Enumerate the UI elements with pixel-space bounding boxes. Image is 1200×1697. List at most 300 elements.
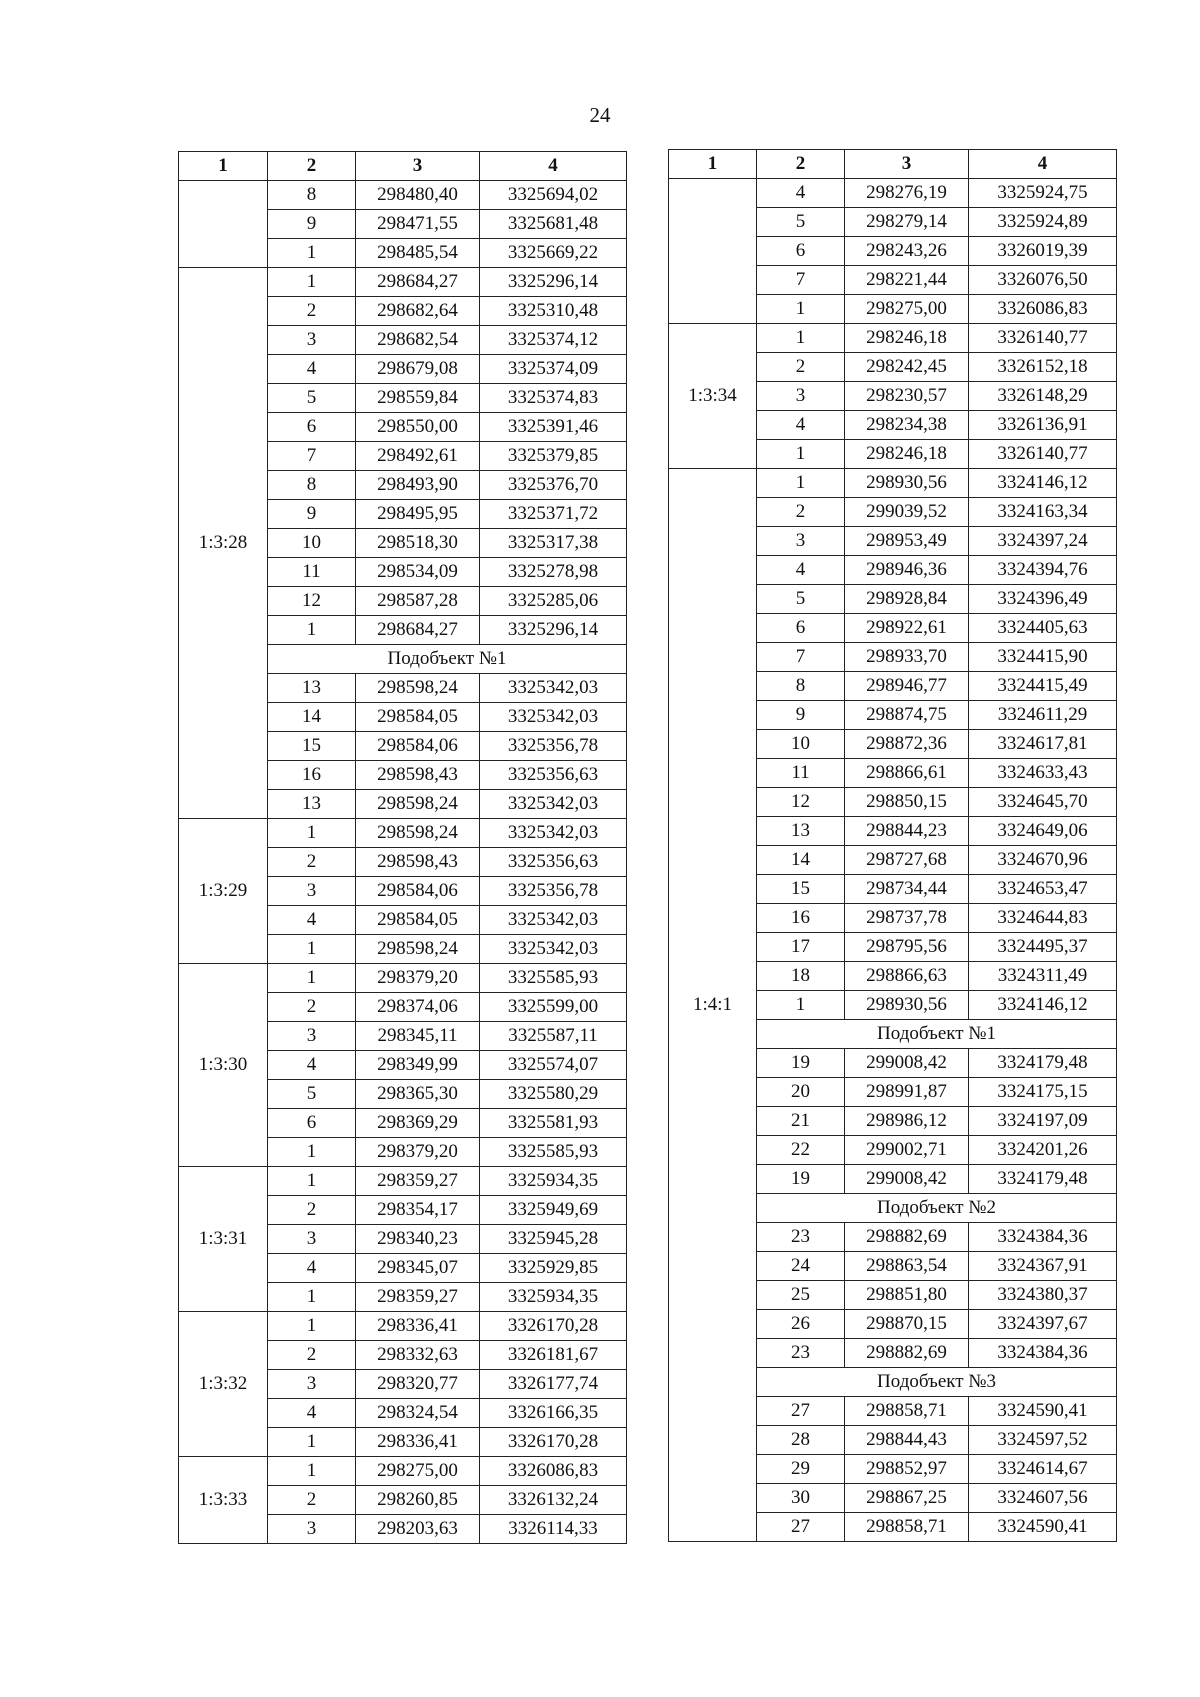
y-coordinate-cell: 3324614,67	[969, 1455, 1117, 1484]
x-coordinate-cell: 298727,68	[845, 846, 969, 875]
x-coordinate-cell: 298863,54	[845, 1252, 969, 1281]
y-coordinate-cell: 3324649,06	[969, 817, 1117, 846]
object-id-cell: 1:3:29	[179, 819, 268, 964]
point-number-cell: 16	[268, 761, 356, 790]
point-number-cell: 22	[757, 1136, 845, 1165]
y-coordinate-cell: 3325924,75	[969, 179, 1117, 208]
point-number-cell: 1	[757, 440, 845, 469]
object-id-cell: 1:3:30	[179, 964, 268, 1167]
y-coordinate-cell: 3326170,28	[480, 1312, 627, 1341]
x-coordinate-cell: 298369,29	[356, 1109, 480, 1138]
point-number-cell: 27	[757, 1513, 845, 1542]
point-number-cell: 3	[757, 382, 845, 411]
x-coordinate-cell: 298230,57	[845, 382, 969, 411]
point-number-cell: 1	[268, 935, 356, 964]
x-coordinate-cell: 298851,80	[845, 1281, 969, 1310]
y-coordinate-cell: 3325574,07	[480, 1051, 627, 1080]
x-coordinate-cell: 298584,05	[356, 703, 480, 732]
y-coordinate-cell: 3325681,48	[480, 210, 627, 239]
y-coordinate-cell: 3325342,03	[480, 906, 627, 935]
point-number-cell: 29	[757, 1455, 845, 1484]
y-coordinate-cell: 3324146,12	[969, 991, 1117, 1020]
subobject-label: Подобъект №1	[757, 1020, 1117, 1049]
x-coordinate-cell: 298922,61	[845, 614, 969, 643]
y-coordinate-cell: 3325317,38	[480, 529, 627, 558]
x-coordinate-cell: 298991,87	[845, 1078, 969, 1107]
point-number-cell: 3	[268, 1022, 356, 1051]
point-number-cell: 3	[268, 1225, 356, 1254]
x-coordinate-cell: 298246,18	[845, 324, 969, 353]
y-coordinate-cell: 3324670,96	[969, 846, 1117, 875]
y-coordinate-cell: 3325376,70	[480, 471, 627, 500]
x-coordinate-cell: 298276,19	[845, 179, 969, 208]
point-number-cell: 3	[268, 1370, 356, 1399]
point-number-cell: 1	[268, 1428, 356, 1457]
x-coordinate-cell: 298587,28	[356, 587, 480, 616]
x-coordinate-cell: 298874,75	[845, 701, 969, 730]
y-coordinate-cell: 3325296,14	[480, 268, 627, 297]
y-coordinate-cell: 3325694,02	[480, 181, 627, 210]
x-coordinate-cell: 298340,23	[356, 1225, 480, 1254]
x-coordinate-cell: 298354,17	[356, 1196, 480, 1225]
header-col-2: 2	[757, 150, 845, 179]
point-number-cell: 19	[757, 1165, 845, 1194]
point-number-cell: 13	[268, 790, 356, 819]
point-number-cell: 15	[268, 732, 356, 761]
y-coordinate-cell: 3325587,11	[480, 1022, 627, 1051]
y-coordinate-cell: 3324146,12	[969, 469, 1117, 498]
y-coordinate-cell: 3326114,33	[480, 1515, 627, 1544]
y-coordinate-cell: 3325924,89	[969, 208, 1117, 237]
point-number-cell: 11	[757, 759, 845, 788]
point-number-cell: 8	[268, 181, 356, 210]
y-coordinate-cell: 3325296,14	[480, 616, 627, 645]
point-number-cell: 19	[757, 1049, 845, 1078]
y-coordinate-cell: 3325949,69	[480, 1196, 627, 1225]
x-coordinate-cell: 298872,36	[845, 730, 969, 759]
object-id-cell: 1:3:31	[179, 1167, 268, 1312]
y-coordinate-cell: 3324653,47	[969, 875, 1117, 904]
point-number-cell: 4	[757, 411, 845, 440]
x-coordinate-cell: 298279,14	[845, 208, 969, 237]
y-coordinate-cell: 3325374,83	[480, 384, 627, 413]
y-coordinate-cell: 3324394,76	[969, 556, 1117, 585]
point-number-cell: 7	[757, 643, 845, 672]
x-coordinate-cell: 298234,38	[845, 411, 969, 440]
coordinates-table-right	[668, 149, 1117, 1542]
y-coordinate-cell: 3325356,63	[480, 761, 627, 790]
y-coordinate-cell: 3324163,34	[969, 498, 1117, 527]
y-coordinate-cell: 3325342,03	[480, 674, 627, 703]
point-number-cell: 21	[757, 1107, 845, 1136]
y-coordinate-cell: 3324644,83	[969, 904, 1117, 933]
object-id-cell: 1:3:32	[179, 1312, 268, 1457]
header-col-1: 1	[179, 152, 268, 181]
header-col-3: 3	[845, 150, 969, 179]
y-coordinate-cell: 3324495,37	[969, 933, 1117, 962]
x-coordinate-cell: 298598,24	[356, 674, 480, 703]
y-coordinate-cell: 3326140,77	[969, 324, 1117, 353]
x-coordinate-cell: 298379,20	[356, 964, 480, 993]
y-coordinate-cell: 3324415,49	[969, 672, 1117, 701]
x-coordinate-cell: 299008,42	[845, 1165, 969, 1194]
y-coordinate-cell: 3325356,78	[480, 732, 627, 761]
y-coordinate-cell: 3325581,93	[480, 1109, 627, 1138]
y-coordinate-cell: 3325342,03	[480, 703, 627, 732]
y-coordinate-cell: 3325278,98	[480, 558, 627, 587]
point-number-cell: 1	[757, 991, 845, 1020]
x-coordinate-cell: 298679,08	[356, 355, 480, 384]
x-coordinate-cell: 298485,54	[356, 239, 480, 268]
header-col-4: 4	[969, 150, 1117, 179]
point-number-cell: 30	[757, 1484, 845, 1513]
y-coordinate-cell: 3326076,50	[969, 266, 1117, 295]
table-row	[669, 469, 1117, 498]
point-number-cell: 24	[757, 1252, 845, 1281]
point-number-cell: 4	[268, 1399, 356, 1428]
object-id-cell: 1:3:34	[669, 324, 757, 469]
y-coordinate-cell: 3324396,49	[969, 585, 1117, 614]
x-coordinate-cell: 298866,63	[845, 962, 969, 991]
point-number-cell: 17	[757, 933, 845, 962]
point-number-cell: 10	[757, 730, 845, 759]
y-coordinate-cell: 3325929,85	[480, 1254, 627, 1283]
table-row	[669, 324, 1117, 353]
x-coordinate-cell: 298349,99	[356, 1051, 480, 1080]
point-number-cell: 5	[268, 1080, 356, 1109]
y-coordinate-cell: 3326181,67	[480, 1341, 627, 1370]
point-number-cell: 6	[757, 614, 845, 643]
x-coordinate-cell: 298684,27	[356, 268, 480, 297]
y-coordinate-cell: 3325934,35	[480, 1283, 627, 1312]
x-coordinate-cell: 298882,69	[845, 1223, 969, 1252]
x-coordinate-cell: 298275,00	[356, 1457, 480, 1486]
table-row	[179, 181, 627, 210]
point-number-cell: 5	[757, 585, 845, 614]
point-number-cell: 4	[268, 906, 356, 935]
y-coordinate-cell: 3325374,09	[480, 355, 627, 384]
x-coordinate-cell: 299008,42	[845, 1049, 969, 1078]
object-id-cell: 1:3:28	[179, 268, 268, 819]
point-number-cell: 3	[268, 326, 356, 355]
x-coordinate-cell: 298933,70	[845, 643, 969, 672]
y-coordinate-cell: 3325585,93	[480, 964, 627, 993]
x-coordinate-cell: 298852,97	[845, 1455, 969, 1484]
table-row	[179, 268, 627, 297]
y-coordinate-cell: 3325934,35	[480, 1167, 627, 1196]
point-number-cell: 2	[268, 993, 356, 1022]
point-number-cell: 1	[757, 295, 845, 324]
point-number-cell: 1	[268, 964, 356, 993]
x-coordinate-cell: 298858,71	[845, 1397, 969, 1426]
table-row	[179, 1167, 627, 1196]
x-coordinate-cell: 298471,55	[356, 210, 480, 239]
y-coordinate-cell: 3325356,78	[480, 877, 627, 906]
table-row	[669, 179, 1117, 208]
y-coordinate-cell: 3324179,48	[969, 1049, 1117, 1078]
point-number-cell: 8	[757, 672, 845, 701]
x-coordinate-cell: 298518,30	[356, 529, 480, 558]
x-coordinate-cell: 298260,85	[356, 1486, 480, 1515]
y-coordinate-cell: 3325669,22	[480, 239, 627, 268]
object-id-cell	[669, 179, 757, 324]
x-coordinate-cell: 298243,26	[845, 237, 969, 266]
header-row	[179, 152, 627, 181]
y-coordinate-cell: 3325342,03	[480, 790, 627, 819]
point-number-cell: 3	[757, 527, 845, 556]
point-number-cell: 6	[757, 237, 845, 266]
x-coordinate-cell: 298930,56	[845, 991, 969, 1020]
point-number-cell: 3	[268, 877, 356, 906]
y-coordinate-cell: 3324590,41	[969, 1513, 1117, 1542]
y-coordinate-cell: 3324611,29	[969, 701, 1117, 730]
x-coordinate-cell: 298221,44	[845, 266, 969, 295]
x-coordinate-cell: 298324,54	[356, 1399, 480, 1428]
x-coordinate-cell: 298345,07	[356, 1254, 480, 1283]
point-number-cell: 13	[268, 674, 356, 703]
x-coordinate-cell: 298946,77	[845, 672, 969, 701]
x-coordinate-cell: 299039,52	[845, 498, 969, 527]
y-coordinate-cell: 3326166,35	[480, 1399, 627, 1428]
y-coordinate-cell: 3325342,03	[480, 935, 627, 964]
point-number-cell: 11	[268, 558, 356, 587]
y-coordinate-cell: 3326152,18	[969, 353, 1117, 382]
header-row	[669, 150, 1117, 179]
point-number-cell: 12	[268, 587, 356, 616]
point-number-cell: 2	[268, 848, 356, 877]
y-coordinate-cell: 3325285,06	[480, 587, 627, 616]
x-coordinate-cell: 298242,45	[845, 353, 969, 382]
y-coordinate-cell: 3326019,39	[969, 237, 1117, 266]
x-coordinate-cell: 298946,36	[845, 556, 969, 585]
y-coordinate-cell: 3324397,67	[969, 1310, 1117, 1339]
x-coordinate-cell: 298928,84	[845, 585, 969, 614]
point-number-cell: 6	[268, 1109, 356, 1138]
y-coordinate-cell: 3325379,85	[480, 442, 627, 471]
x-coordinate-cell: 298379,20	[356, 1138, 480, 1167]
header-col-1: 1	[669, 150, 757, 179]
y-coordinate-cell: 3324590,41	[969, 1397, 1117, 1426]
point-number-cell: 13	[757, 817, 845, 846]
y-coordinate-cell: 3326170,28	[480, 1428, 627, 1457]
point-number-cell: 27	[757, 1397, 845, 1426]
x-coordinate-cell: 298598,43	[356, 761, 480, 790]
object-id-cell: 1:4:1	[669, 469, 757, 1542]
x-coordinate-cell: 298584,06	[356, 877, 480, 906]
x-coordinate-cell: 298682,64	[356, 297, 480, 326]
point-number-cell: 1	[268, 239, 356, 268]
y-coordinate-cell: 3326148,29	[969, 382, 1117, 411]
point-number-cell: 8	[268, 471, 356, 500]
y-coordinate-cell: 3325342,03	[480, 819, 627, 848]
x-coordinate-cell: 298598,43	[356, 848, 480, 877]
point-number-cell: 16	[757, 904, 845, 933]
x-coordinate-cell: 298795,56	[845, 933, 969, 962]
table-row	[179, 964, 627, 993]
x-coordinate-cell: 298858,71	[845, 1513, 969, 1542]
point-number-cell: 2	[268, 1196, 356, 1225]
point-number-cell: 1	[268, 1138, 356, 1167]
y-coordinate-cell: 3324197,09	[969, 1107, 1117, 1136]
point-number-cell: 25	[757, 1281, 845, 1310]
x-coordinate-cell: 298246,18	[845, 440, 969, 469]
subobject-label: Подобъект №2	[757, 1194, 1117, 1223]
point-number-cell: 1	[268, 1167, 356, 1196]
point-number-cell: 15	[757, 875, 845, 904]
y-coordinate-cell: 3324645,70	[969, 788, 1117, 817]
point-number-cell: 20	[757, 1078, 845, 1107]
point-number-cell: 4	[757, 556, 845, 585]
point-number-cell: 1	[268, 1312, 356, 1341]
y-coordinate-cell: 3325599,00	[480, 993, 627, 1022]
point-number-cell: 14	[757, 846, 845, 875]
y-coordinate-cell: 3326132,24	[480, 1486, 627, 1515]
y-coordinate-cell: 3324597,52	[969, 1426, 1117, 1455]
table-row	[179, 819, 627, 848]
y-coordinate-cell: 3326140,77	[969, 440, 1117, 469]
y-coordinate-cell: 3325371,72	[480, 500, 627, 529]
y-coordinate-cell: 3324384,36	[969, 1223, 1117, 1252]
x-coordinate-cell: 298559,84	[356, 384, 480, 413]
y-coordinate-cell: 3324397,24	[969, 527, 1117, 556]
x-coordinate-cell: 298734,44	[845, 875, 969, 904]
y-coordinate-cell: 3324179,48	[969, 1165, 1117, 1194]
point-number-cell: 9	[268, 500, 356, 529]
y-coordinate-cell: 3325580,29	[480, 1080, 627, 1109]
x-coordinate-cell: 298867,25	[845, 1484, 969, 1513]
x-coordinate-cell: 298275,00	[845, 295, 969, 324]
point-number-cell: 1	[268, 616, 356, 645]
x-coordinate-cell: 298682,54	[356, 326, 480, 355]
point-number-cell: 1	[268, 1283, 356, 1312]
point-number-cell: 23	[757, 1339, 845, 1368]
x-coordinate-cell: 298493,90	[356, 471, 480, 500]
point-number-cell: 9	[268, 210, 356, 239]
point-number-cell: 1	[268, 268, 356, 297]
point-number-cell: 4	[268, 1254, 356, 1283]
point-number-cell: 1	[268, 819, 356, 848]
x-coordinate-cell: 298598,24	[356, 819, 480, 848]
x-coordinate-cell: 298870,15	[845, 1310, 969, 1339]
point-number-cell: 9	[757, 701, 845, 730]
x-coordinate-cell: 298598,24	[356, 935, 480, 964]
point-number-cell: 28	[757, 1426, 845, 1455]
subobject-label: Подобъект №3	[757, 1368, 1117, 1397]
x-coordinate-cell: 298336,41	[356, 1312, 480, 1341]
point-number-cell: 5	[757, 208, 845, 237]
x-coordinate-cell: 298365,30	[356, 1080, 480, 1109]
point-number-cell: 7	[268, 442, 356, 471]
point-number-cell: 12	[757, 788, 845, 817]
point-number-cell: 26	[757, 1310, 845, 1339]
point-number-cell: 1	[757, 469, 845, 498]
x-coordinate-cell: 298534,09	[356, 558, 480, 587]
point-number-cell: 10	[268, 529, 356, 558]
y-coordinate-cell: 3324415,90	[969, 643, 1117, 672]
y-coordinate-cell: 3324367,91	[969, 1252, 1117, 1281]
point-number-cell: 23	[757, 1223, 845, 1252]
x-coordinate-cell: 298844,23	[845, 817, 969, 846]
point-number-cell: 2	[757, 353, 845, 382]
y-coordinate-cell: 3326177,74	[480, 1370, 627, 1399]
y-coordinate-cell: 3326086,83	[969, 295, 1117, 324]
x-coordinate-cell: 299002,71	[845, 1136, 969, 1165]
point-number-cell: 2	[757, 498, 845, 527]
y-coordinate-cell: 3324201,26	[969, 1136, 1117, 1165]
x-coordinate-cell: 298584,05	[356, 906, 480, 935]
table-row	[179, 1457, 627, 1486]
point-number-cell: 5	[268, 384, 356, 413]
x-coordinate-cell: 298480,40	[356, 181, 480, 210]
x-coordinate-cell: 298684,27	[356, 616, 480, 645]
x-coordinate-cell: 298844,43	[845, 1426, 969, 1455]
header-col-4: 4	[480, 152, 627, 181]
page-number: 24	[589, 103, 611, 127]
object-id-cell: 1:3:33	[179, 1457, 268, 1544]
y-coordinate-cell: 3324617,81	[969, 730, 1117, 759]
y-coordinate-cell: 3324384,36	[969, 1339, 1117, 1368]
y-coordinate-cell: 3325356,63	[480, 848, 627, 877]
x-coordinate-cell: 298203,63	[356, 1515, 480, 1544]
y-coordinate-cell: 3325391,46	[480, 413, 627, 442]
point-number-cell: 1	[268, 1457, 356, 1486]
point-number-cell: 3	[268, 1515, 356, 1544]
point-number-cell: 4	[268, 1051, 356, 1080]
y-coordinate-cell: 3325310,48	[480, 297, 627, 326]
x-coordinate-cell: 298359,27	[356, 1283, 480, 1312]
y-coordinate-cell: 3324607,56	[969, 1484, 1117, 1513]
x-coordinate-cell: 298882,69	[845, 1339, 969, 1368]
point-number-cell: 2	[268, 1486, 356, 1515]
y-coordinate-cell: 3325945,28	[480, 1225, 627, 1254]
header-col-2: 2	[268, 152, 356, 181]
x-coordinate-cell: 298550,00	[356, 413, 480, 442]
x-coordinate-cell: 298336,41	[356, 1428, 480, 1457]
x-coordinate-cell: 298492,61	[356, 442, 480, 471]
x-coordinate-cell: 298737,78	[845, 904, 969, 933]
x-coordinate-cell: 298930,56	[845, 469, 969, 498]
x-coordinate-cell: 298320,77	[356, 1370, 480, 1399]
header-col-3: 3	[356, 152, 480, 181]
x-coordinate-cell: 298584,06	[356, 732, 480, 761]
point-number-cell: 4	[268, 355, 356, 384]
y-coordinate-cell: 3324405,63	[969, 614, 1117, 643]
point-number-cell: 1	[757, 324, 845, 353]
point-number-cell: 4	[757, 179, 845, 208]
point-number-cell: 6	[268, 413, 356, 442]
point-number-cell: 2	[268, 1341, 356, 1370]
x-coordinate-cell: 298866,61	[845, 759, 969, 788]
x-coordinate-cell: 298953,49	[845, 527, 969, 556]
object-id-cell	[179, 181, 268, 268]
y-coordinate-cell: 3324311,49	[969, 962, 1117, 991]
y-coordinate-cell: 3325374,12	[480, 326, 627, 355]
coordinates-table-left	[178, 151, 627, 1544]
table-row	[179, 1312, 627, 1341]
y-coordinate-cell: 3325585,93	[480, 1138, 627, 1167]
y-coordinate-cell: 3326086,83	[480, 1457, 627, 1486]
point-number-cell: 2	[268, 297, 356, 326]
y-coordinate-cell: 3326136,91	[969, 411, 1117, 440]
x-coordinate-cell: 298598,24	[356, 790, 480, 819]
x-coordinate-cell: 298495,95	[356, 500, 480, 529]
y-coordinate-cell: 3324633,43	[969, 759, 1117, 788]
x-coordinate-cell: 298332,63	[356, 1341, 480, 1370]
y-coordinate-cell: 3324175,15	[969, 1078, 1117, 1107]
y-coordinate-cell: 3324380,37	[969, 1281, 1117, 1310]
x-coordinate-cell: 298345,11	[356, 1022, 480, 1051]
subobject-label: Подобъект №1	[268, 645, 627, 674]
